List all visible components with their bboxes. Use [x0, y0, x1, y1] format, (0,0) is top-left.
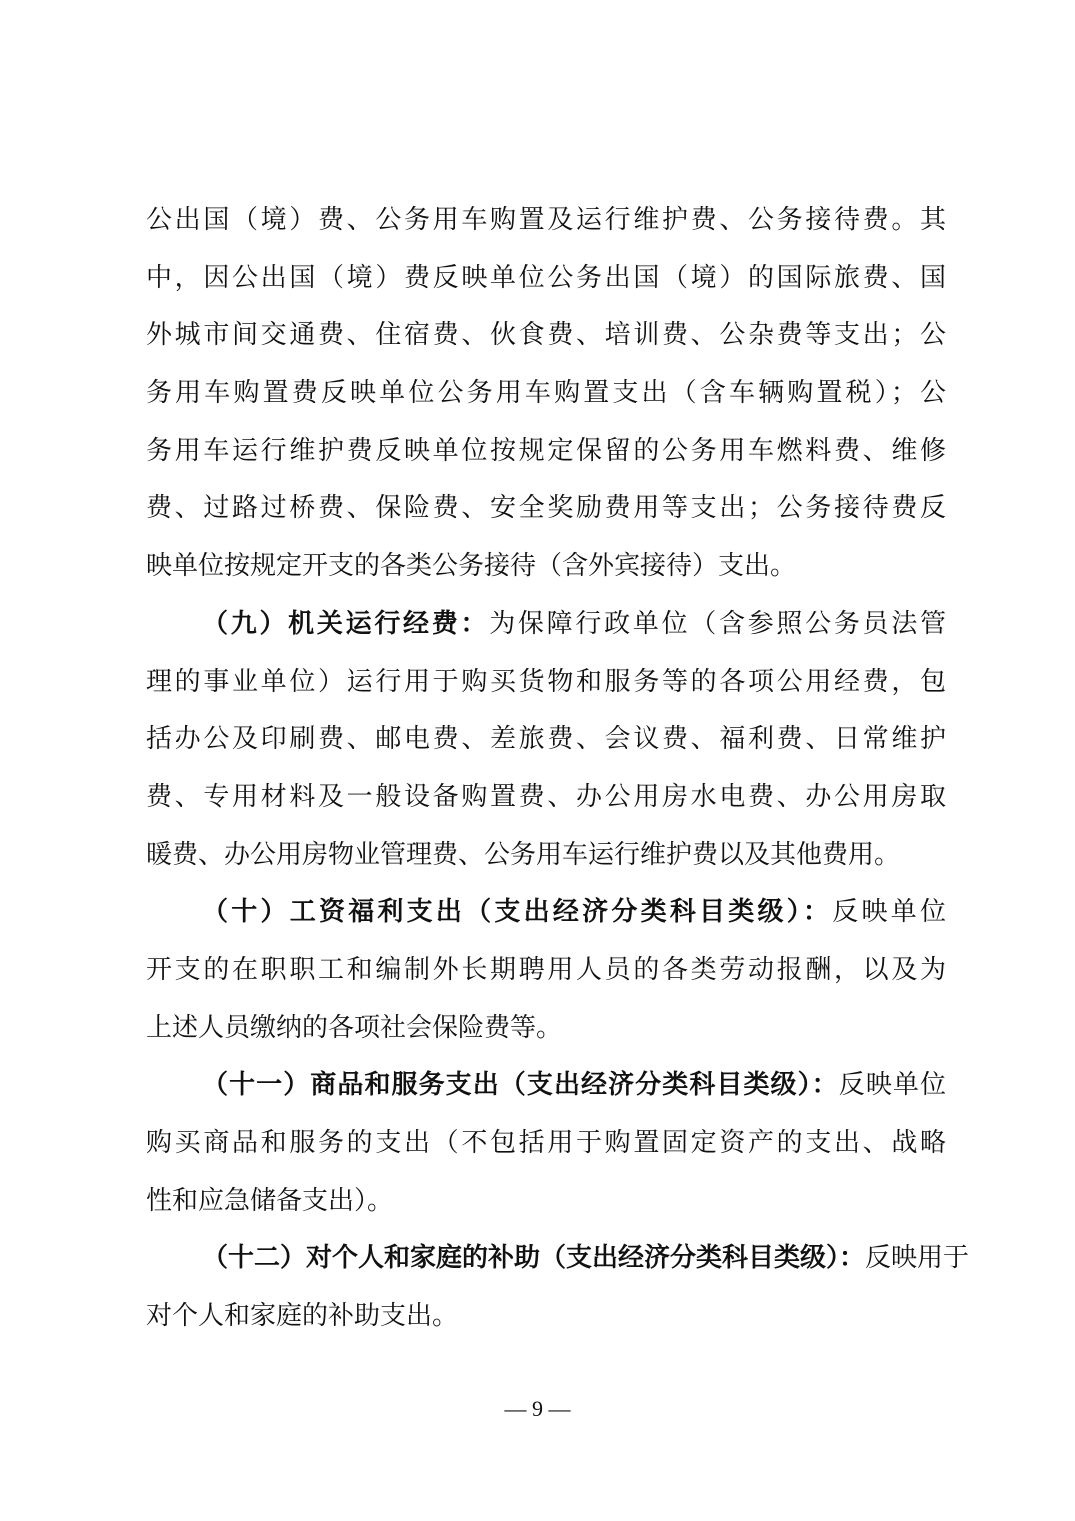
text-line: 括办公及印刷费、邮电费、差旅费、会议费、福利费、日常维护 — [146, 724, 946, 755]
paragraph-first-line — [146, 884, 946, 942]
text-line: 费、专用材料及一般设备购置费、办公用房水电费、办公用房取 — [146, 781, 946, 812]
text-line: 映单位按规定开支的各类公务接待（含外宾接待）支出。 — [146, 551, 797, 582]
text-line: 务用车运行维护费反映单位按规定保留的公务用车燃料费、维修 — [146, 435, 946, 466]
section-heading: （十一）商品和服务支出（支出经济分类科目类级）： — [202, 1070, 839, 1101]
text-line: 外城市间交通费、住宿费、伙食费、培训费、公杂费等支出；公 — [146, 320, 946, 351]
paragraph-text: 反映单位 — [838, 1070, 946, 1101]
text-line: 开支的在职职工和编制外长期聘用人员的各类劳动报酬，以及为 — [146, 954, 946, 985]
text-line: 务用车购置费反映单位公务用车购置支出（含车辆购置税）；公 — [146, 378, 946, 409]
text-line: 公出国（境）费、公务用车购置及运行维护费、公务接待费。其 — [146, 205, 946, 235]
text-line: 购买商品和服务的支出（不包括用于购置固定资产的支出、战略 — [146, 1128, 946, 1158]
text-line: 费、过路过桥费、保险费、安全奖励费用等支出；公务接待费反 — [146, 493, 946, 524]
section-heading: （十二）对个人和家庭的补助（支出经济分类科目类级）： — [202, 1243, 866, 1274]
paragraph-text: 反映单位 — [832, 897, 946, 928]
text-line: 上述人员缴纳的各项社会保险费等。 — [146, 1012, 563, 1043]
page-number: — 9 — — [504, 1396, 571, 1421]
text-line: 性和应急储备支出）。 — [146, 1185, 394, 1216]
text-line: 对个人和家庭的补助支出。 — [146, 1301, 459, 1332]
body-text — [146, 192, 970, 1346]
text-line: 中，因公出国（境）费反映单位公务出国（境）的国际旅费、国 — [146, 262, 946, 293]
text-line: 理的事业单位）运行用于购买货物和服务等的各项公用经费，包 — [146, 666, 946, 697]
text-line: 暖费、办公用房物业管理费、公务用车运行维护费以及其他费用。 — [146, 839, 901, 870]
section-heading: （十）工资福利支出（支出经济分类科目类级）： — [202, 897, 833, 928]
paragraph-first-line — [146, 596, 946, 654]
section-heading: （九）机关运行经费： — [202, 608, 490, 639]
paragraph-first-line — [146, 1230, 970, 1288]
paragraph-text: 为保障行政单位（含参照公务员法管 — [489, 608, 946, 639]
paragraph-first-line — [146, 1057, 946, 1115]
paragraph-text: 反映用于 — [865, 1243, 970, 1274]
